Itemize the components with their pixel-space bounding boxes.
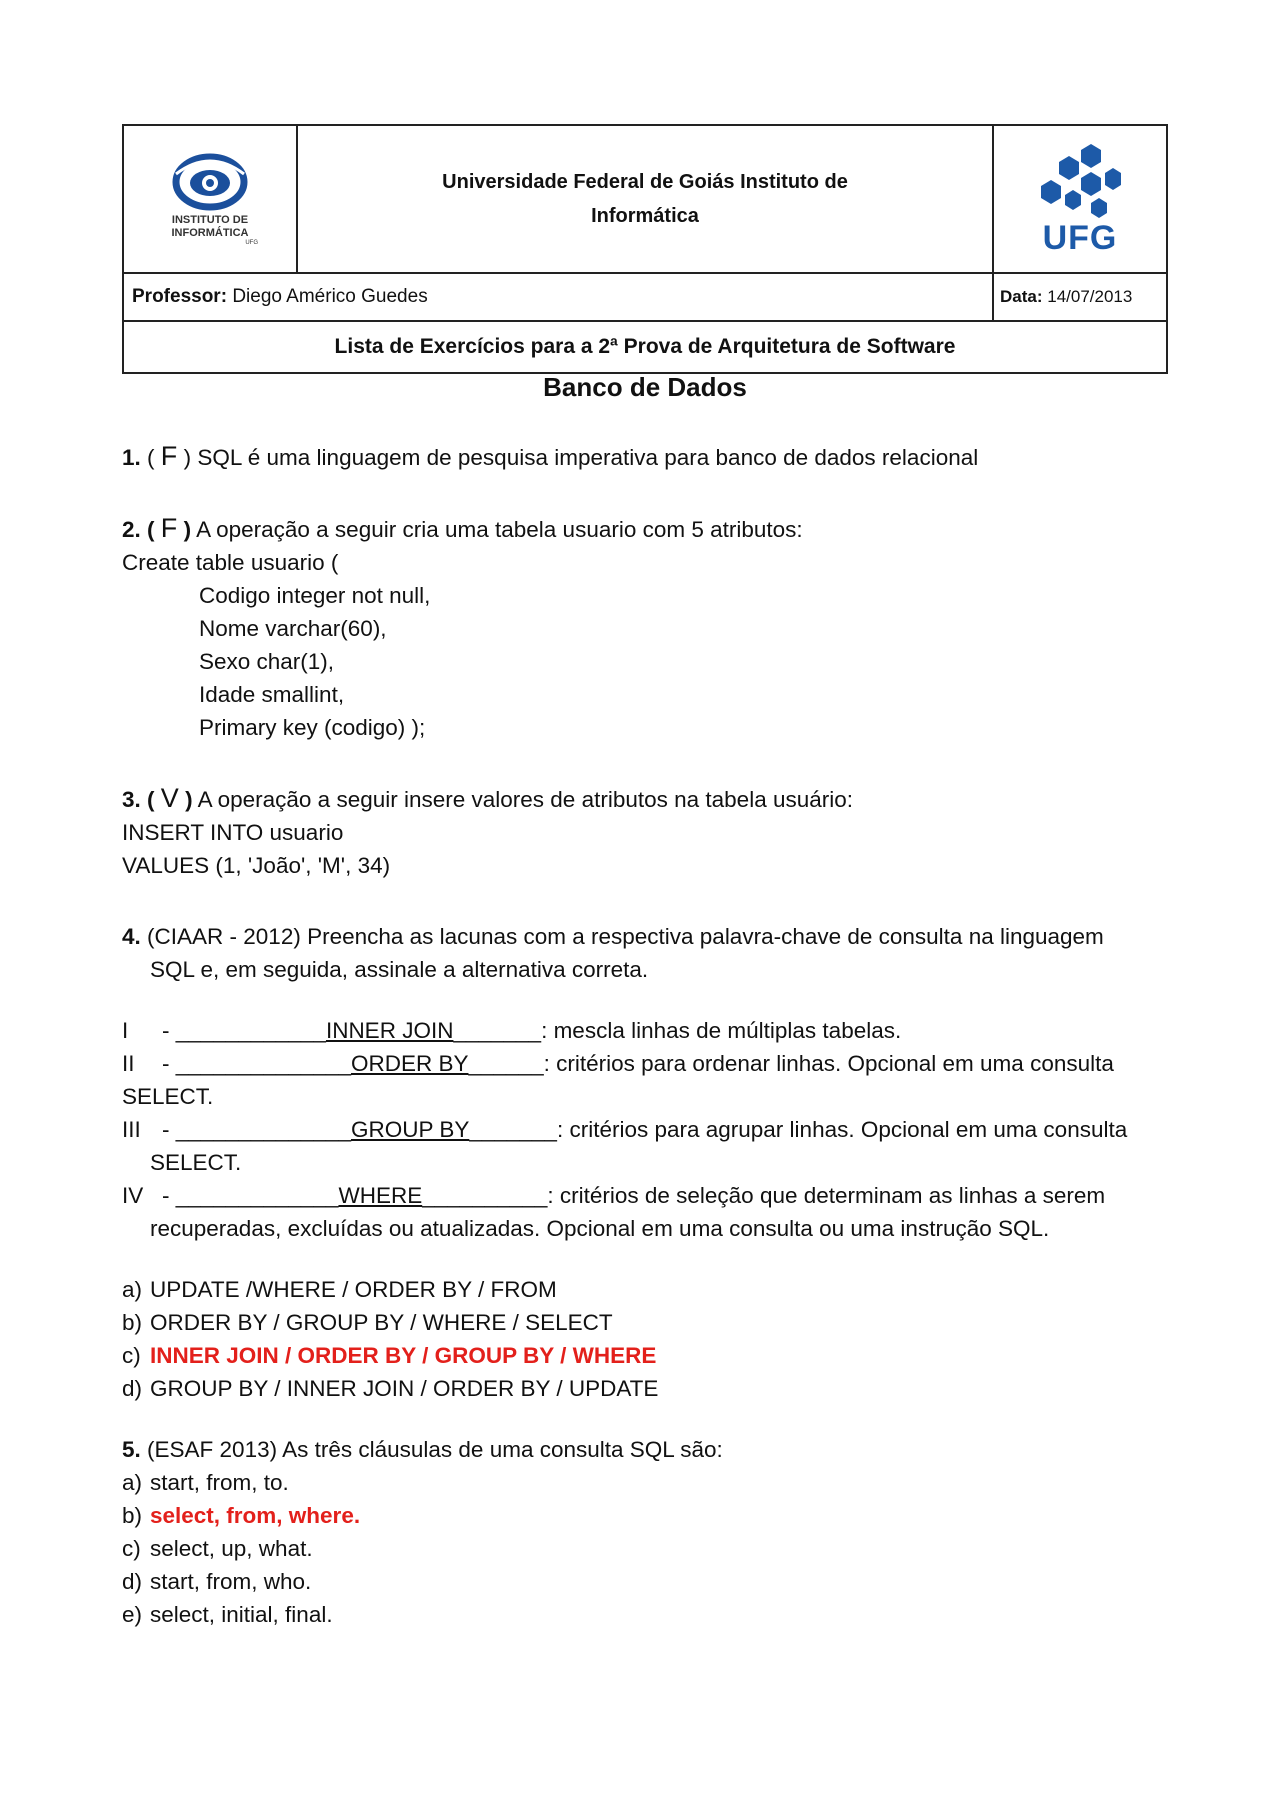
blank-pre: ______________ — [175, 1117, 351, 1142]
item-desc: : mescla linhas de múltiplas tabelas. — [541, 1018, 902, 1043]
q2-code-line: Primary key (codigo) ); — [199, 715, 426, 740]
option-text: GROUP BY / INNER JOIN / ORDER BY / UPDATE — [150, 1376, 659, 1401]
q2-code-line: Codigo integer not null, — [199, 583, 431, 608]
roman-numeral: II — [122, 1051, 135, 1076]
header-row-list-title — [124, 322, 1166, 372]
option-letter: a) — [122, 1470, 143, 1495]
header-row-professor — [124, 274, 1166, 322]
blank-post: _______ — [453, 1018, 542, 1043]
blank-pre: _____________ — [175, 1183, 339, 1208]
question-5 — [122, 1433, 1182, 1466]
option-letter: c) — [122, 1343, 141, 1368]
question-1 — [122, 440, 1182, 474]
q2-code-line: Nome varchar(60), — [199, 616, 387, 641]
institute-logo-sub: UFG — [245, 240, 258, 246]
professor-label: Professor: — [132, 286, 228, 307]
q3-answer: V — [160, 783, 179, 813]
blank-pre: ____________ — [175, 1018, 326, 1043]
q4-item-3 — [122, 1113, 1182, 1146]
option-letter: c) — [122, 1536, 141, 1561]
q4-number: 4. — [122, 924, 141, 949]
q4-item-3-cont: SELECT. — [150, 1150, 242, 1175]
item-dash: - — [162, 1183, 170, 1208]
q5-option-c — [122, 1532, 1182, 1565]
option-letter: e) — [122, 1602, 143, 1627]
institute-logo — [162, 152, 258, 246]
q4-option-a — [122, 1273, 1182, 1306]
ufg-logo-cell — [992, 126, 1166, 272]
q1-answer: F — [160, 441, 178, 471]
option-text-correct: INNER JOIN / ORDER BY / GROUP BY / WHERE — [150, 1343, 657, 1368]
q3-code-line: INSERT INTO usuario — [122, 820, 344, 845]
date-value: 14/07/2013 — [1047, 287, 1133, 306]
university-title — [298, 126, 992, 272]
date-label: Data: — [1000, 287, 1043, 306]
option-letter: b) — [122, 1503, 143, 1528]
q1-close-paren: ) — [183, 445, 192, 470]
q4-option-b — [122, 1306, 1182, 1339]
q4-text-line2: SQL e, em seguida, assinale a alternativa correta. — [150, 957, 649, 982]
q2-close-paren: ) — [183, 517, 192, 542]
q3-close-paren: ) — [185, 787, 193, 812]
list-title: Lista de Exercícios para a 2ª Prova de Arquitetura de Software — [334, 335, 956, 358]
professor-cell — [124, 274, 992, 320]
q4-text-line1: (CIAAR - 2012) Preencha as lacunas com a respectiva palavra-chave de consulta na linguagem — [147, 924, 1104, 949]
q2-code-line: Sexo char(1), — [199, 649, 335, 674]
q5-option-b — [122, 1499, 1182, 1532]
blank-answer: WHERE — [338, 1183, 423, 1208]
blank-pre: ______________ — [175, 1051, 351, 1076]
spacer — [122, 744, 1182, 782]
q5-number: 5. — [122, 1437, 141, 1462]
institute-eye-icon — [170, 152, 250, 212]
roman-numeral: III — [122, 1117, 141, 1142]
option-text: select, up, what. — [150, 1536, 313, 1561]
q3-code-line: VALUES (1, 'João', 'M', 34) — [122, 853, 391, 878]
spacer — [122, 1245, 1182, 1273]
question-3 — [122, 782, 1182, 816]
q4-option-c — [122, 1339, 1182, 1372]
university-title-line1: Universidade Federal de Goiás Instituto de — [442, 171, 848, 193]
item-desc: : critérios para ordenar linhas. Opcional em uma consulta — [543, 1051, 1114, 1076]
blank-post: __________ — [422, 1183, 548, 1208]
q2-answer: F — [160, 513, 178, 543]
q2-code-line: Idade smallint, — [199, 682, 345, 707]
exercise-content — [122, 440, 1182, 1631]
q2-number: 2. — [122, 517, 141, 542]
q2-open-paren: ( — [147, 517, 155, 542]
question-2 — [122, 512, 1182, 546]
roman-numeral: I — [122, 1018, 129, 1043]
item-dash: - — [162, 1117, 170, 1142]
q2-code-line: Create table usuario ( — [122, 550, 339, 575]
option-letter: b) — [122, 1310, 143, 1335]
roman-numeral: IV — [122, 1183, 144, 1208]
q1-open-paren: ( — [147, 445, 155, 470]
q4-item-2-cont: SELECT. — [122, 1084, 214, 1109]
option-text: UPDATE /WHERE / ORDER BY / FROM — [150, 1277, 557, 1302]
institute-logo-text: INSTITUTO DE INFORMÁTICA — [171, 214, 249, 239]
blank-post: ______ — [468, 1051, 544, 1076]
q4-item-1 — [122, 1014, 1182, 1047]
header-table — [122, 124, 1168, 374]
q4-option-d — [122, 1372, 1182, 1405]
q4-item-4-cont: recuperadas, excluídas ou atualizadas. Opcional em uma consulta ou uma instrução SQL. — [150, 1216, 1050, 1241]
spacer — [122, 474, 1182, 512]
option-letter: a) — [122, 1277, 143, 1302]
option-letter: d) — [122, 1376, 143, 1401]
q3-open-paren: ( — [147, 787, 155, 812]
ufg-logo — [1039, 142, 1121, 256]
item-desc: : critérios para agrupar linhas. Opcional em uma consulta — [556, 1117, 1128, 1142]
q5-option-e — [122, 1598, 1182, 1631]
date-cell — [992, 274, 1166, 320]
q5-text: (ESAF 2013) As três cláusulas de uma consulta SQL são: — [147, 1437, 723, 1462]
option-text: start, from, to. — [150, 1470, 289, 1495]
option-text: select, initial, final. — [150, 1602, 333, 1627]
item-dash: - — [162, 1051, 170, 1076]
institute-logo-cell — [124, 126, 298, 272]
option-text: start, from, who. — [150, 1569, 312, 1594]
blank-answer: GROUP BY — [350, 1117, 470, 1142]
question-4 — [122, 920, 1182, 953]
header-row-title — [124, 126, 1166, 274]
blank-answer: ORDER BY — [350, 1051, 469, 1076]
section-title: Banco de Dados — [543, 372, 747, 402]
blank-post: _______ — [469, 1117, 557, 1142]
item-desc: : critérios de seleção que determinam as linhas a serem — [547, 1183, 1106, 1208]
q4-item-4 — [122, 1179, 1182, 1212]
q5-option-a — [122, 1466, 1182, 1499]
q2-text: A operação a seguir cria uma tabela usuario com 5 atributos: — [196, 517, 803, 542]
spacer — [122, 986, 1182, 1014]
q1-number: 1. — [122, 445, 141, 470]
professor-name: Diego Américo Guedes — [232, 286, 428, 307]
q4-item-2 — [122, 1047, 1182, 1080]
option-letter: d) — [122, 1569, 143, 1594]
q1-text: SQL é uma linguagem de pesquisa imperativa para banco de dados relacional — [197, 445, 979, 470]
spacer — [122, 882, 1182, 920]
option-text: ORDER BY / GROUP BY / WHERE / SELECT — [150, 1310, 613, 1335]
q5-option-d — [122, 1565, 1182, 1598]
q3-number: 3. — [122, 787, 141, 812]
ufg-logo-text: UFG — [1042, 219, 1118, 257]
university-title-line2: Informática — [591, 205, 699, 227]
ufg-hexagons-icon — [1039, 142, 1121, 220]
option-text-correct: select, from, where. — [150, 1503, 361, 1528]
item-dash: - — [162, 1018, 170, 1043]
spacer — [122, 1405, 1182, 1433]
blank-answer: INNER JOIN — [325, 1018, 454, 1043]
q3-text: A operação a seguir insere valores de atributos na tabela usuário: — [197, 787, 854, 812]
